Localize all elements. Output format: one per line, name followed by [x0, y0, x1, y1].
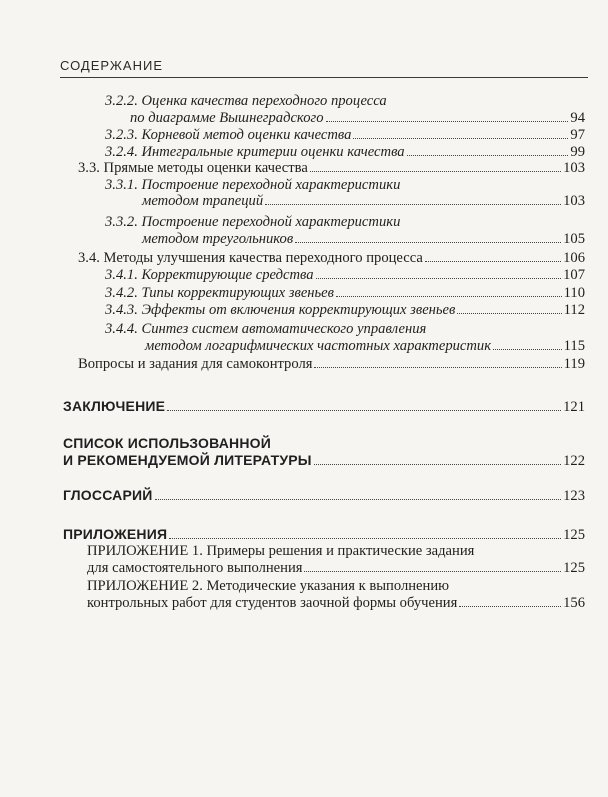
page-number: 110 — [563, 285, 585, 301]
dot-leader — [167, 410, 561, 411]
dot-leader — [295, 242, 561, 243]
toc-entry-3-2-4[interactable] — [105, 144, 585, 161]
page-number: 121 — [563, 399, 585, 415]
toc-entry-title: ГЛОССАРИЙ — [63, 487, 153, 503]
dot-leader — [457, 313, 561, 314]
page-number: 125 — [563, 527, 585, 543]
toc-entry-glossary[interactable] — [63, 487, 585, 505]
toc-entry-3-4-1[interactable] — [105, 267, 585, 284]
toc-entry-3-2-3[interactable] — [105, 127, 585, 144]
toc-entry-title: 3.4.1. Корректирующие средства — [105, 267, 314, 283]
page-number: 112 — [563, 302, 585, 318]
dot-leader — [459, 606, 561, 607]
running-head: СОДЕРЖАНИЕ — [60, 58, 164, 73]
toc-entry-appendix-1[interactable] — [87, 560, 585, 577]
toc-entry-title: 3.3. Прямые методы оценки качества — [78, 160, 308, 176]
toc-entry-title: ЗАКЛЮЧЕНИЕ — [63, 398, 166, 414]
toc-entry-title: 3.4.2. Типы корректирующих звеньев — [105, 285, 334, 301]
dot-leader — [265, 204, 561, 205]
toc-entry-title: 3.4. Методы улучшения качества переходного процесса — [78, 250, 423, 266]
toc-entry-review-questions[interactable] — [78, 356, 585, 373]
toc-entry-appendix-1-line1: ПРИЛОЖЕНИЕ 1. Примеры решения и практические задания — [87, 543, 475, 559]
dot-leader — [326, 121, 569, 122]
dot-leader — [316, 278, 562, 279]
toc-entry-title: ПРИЛОЖЕНИЯ — [63, 526, 168, 542]
page-number: 119 — [563, 356, 585, 372]
toc-entry-3-3-2-line1: 3.3.2. Построение переходной характеристики — [105, 214, 401, 230]
header-rule — [60, 77, 588, 78]
page-number: 103 — [563, 160, 585, 176]
page-number: 115 — [563, 338, 585, 354]
page-number: 105 — [563, 231, 585, 247]
dot-leader — [304, 571, 561, 572]
toc-entry-3-3[interactable] — [78, 160, 585, 177]
dot-leader — [407, 155, 569, 156]
toc-entry-references[interactable] — [63, 452, 585, 470]
page-number: 156 — [563, 595, 585, 611]
toc-entry-appendices[interactable] — [63, 526, 585, 544]
toc-entry-appendix-2[interactable] — [87, 595, 585, 612]
toc-entry-title: 3.4.3. Эффекты от включения корректирующих звеньев — [105, 302, 456, 318]
dot-leader — [155, 499, 562, 500]
toc-entry-3-4-2[interactable] — [105, 285, 585, 302]
toc-entry-3-4-4[interactable] — [145, 338, 585, 355]
page-number: 94 — [570, 110, 585, 126]
page-number: 103 — [563, 193, 585, 209]
dot-leader — [336, 296, 562, 297]
page-number: 122 — [563, 453, 585, 469]
toc-entry-3-4-3[interactable] — [105, 302, 585, 319]
toc-entry-3-3-1[interactable] — [142, 193, 585, 210]
page-number: 97 — [570, 127, 585, 143]
toc-entry-3-2-2-line1: 3.2.2. Оценка качества переходного процесса — [105, 93, 387, 109]
toc-entry-title: контрольных работ для студентов заочной формы обучения — [87, 595, 458, 611]
dot-leader — [310, 171, 561, 172]
dot-leader — [314, 464, 561, 465]
toc-entry-title: методом логарифмических частотных характеристик — [145, 338, 492, 354]
dot-leader — [353, 138, 568, 139]
toc-entry-3-4-4-line1: 3.4.4. Синтез систем автоматического управления — [105, 321, 427, 337]
page-number: 107 — [563, 267, 585, 283]
dot-leader — [314, 367, 561, 368]
page-number: 106 — [563, 250, 585, 266]
toc-entry-3-3-2[interactable] — [142, 231, 585, 248]
toc-entry-title: 3.2.3. Корневой метод оценки качества — [105, 127, 352, 143]
toc-entry-title: методом трапеций — [142, 193, 264, 209]
dot-leader — [425, 261, 561, 262]
dot-leader — [493, 349, 562, 350]
toc-entry-title: 3.2.4. Интегральные критерии оценки качества — [105, 144, 405, 160]
toc-entry-title: по диаграмме Вышнеградского — [130, 110, 324, 126]
toc-entry-title: методом треугольников — [142, 231, 294, 247]
page-number: 99 — [570, 144, 585, 160]
toc-entry-title: Вопросы и задания для самоконтроля — [78, 356, 313, 372]
toc-entry-title: для самостоятельного выполнения — [87, 560, 303, 576]
toc-entry-3-3-1-line1: 3.3.1. Построение переходной характеристики — [105, 177, 401, 193]
page-number: 125 — [563, 560, 585, 576]
page-number: 123 — [563, 488, 585, 504]
toc-entry-3-2-2[interactable] — [130, 110, 585, 127]
toc-entry-references-line1: СПИСОК ИСПОЛЬЗОВАННОЙ — [63, 435, 272, 451]
toc-entry-title: И РЕКОМЕНДУЕМОЙ ЛИТЕРАТУРЫ — [63, 452, 312, 468]
toc-entry-3-4[interactable] — [78, 250, 585, 267]
toc-entry-appendix-2-line1: ПРИЛОЖЕНИЕ 2. Методические указания к выполнению — [87, 578, 450, 594]
dot-leader — [169, 538, 561, 539]
toc-entry-conclusion[interactable] — [63, 398, 585, 416]
